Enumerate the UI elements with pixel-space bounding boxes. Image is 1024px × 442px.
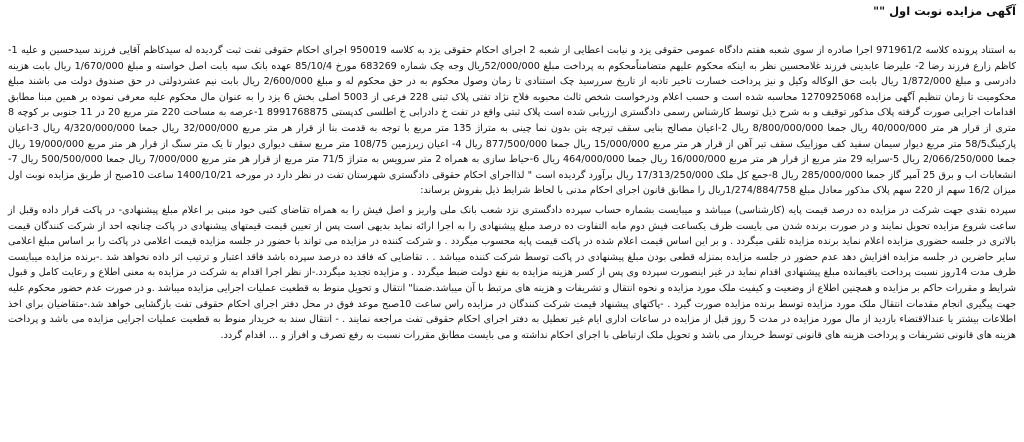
notice-paragraph-case-details: به استناد پرونده کلاسه 971961/2 اجرا صادره از سوی شعبه هفتم دادگاه عمومی حقوقی یزد و نیابت اعطایی از شعبه 2 اجرای احکام حقوقی یزد به کلاسه 950019 اجرای احکام حقوقی تفت ثبت گردیده له سیدکاظم آقایی فرزند سیدحسین و علیه 1- کاظم زارع فرزند رضا 2- علیرضا عابدینی فرزند غلامحسین نظر به اینکه محکوم علیهم متضامناًمحکوم به پرداخت مبلغ 52/000/000ریال وجه چک شماره 683269 مورخ 85/10/4 عهده بانک سپه بابت اصل خواسته و مبلغ 1/670/000 ریال بابت هزینه دادرسی و مبلغ 1/872/000 ریال بابت حق الوکاله وکیل و نیز پرداخت خسارت تاخیر تادیه از تاریخ سررسید چک استنادی تا زمان وصول محکوم به در حق محکوم له و مبلغ 2/600/000 ریال بابت نیم عشردولتی در حق صندوق دولت می باشند مبلغ محکومیت تا زمان تنظیم آگهی مزایده 1270925068 محاسبه شده است و حسب اعلام ودرخواست شخص ثالث محبوبه فلاح نژاد تفتی پلاک ثبتی 228 فرعی از 5003 اصلی بخش 6 یزد را به عنوان مال محکوم علیه معرفی نموده بر همین مبنا مطابق اقدامات اجرایی صورت گرفته پلاک مذکور توقیف و به شرح ذیل توسط کارشناس رسمی دادگستری ارزیابی شده است پلاک ثبتی واقع در تفت خ دادرابی خ اطلسی کدپستی 8991768875 1-عرصه به مساحت 220 متر مربع 20 در 11 جنوبی بر کوچه 8 متری از قرار هر متر 40/000/000 ریال جمعا 8/800/000/000 ریال 2-اعیان مصالح بنایی سقف تیرچه بتن بدون نما چینی به متراژ 135 متر مربع با توجه به قدمت بنا از قرار هر متر مربع 32/000/000 ریال جمعا 4/320/000/000 ریال 3-اعیان پارکینگ58/5 متر مربع دیوار سیمان سفید کف موزاییک سقف تیر آهن از قرار هر متر مربع 15/000/000 ریال جمعا 877/500/000 ریال 4- اعیان زیرزمین 108/75 متر مربع سقف دیواری دیوار تا یک متر سنگ از قرار هر متر مربع 19/000/000 ریال جمعا 2/066/250/000 ریال 5-سرایه 29 متر مربع از قرار هر متر مربع 16/000/000 ریال جمعا 464/000/000 ریال 6-حیاط سازی به همراه 2 متر سرویس به متراژ 71/5 متر مربع از قرار هر متر مربع 7/000/000 ریال جمعا 500/500/000 ریال 7-انشعابات اب و برق 25 آمپر گاز جمعا 285/000/000 ریال 8-جمع کل ملک 17/313/250/000 ریال برآورد گردیده است " لذااجرای احکام حقوقی دادگستری شهرستان تفت در نظر دارد در مورخه 1400/10/21 ساعت 10صبح از طریق مزایده نوبت اول میزان 16/2 سهم از 220 سهم پلاک مذکور معادل مبلغ 1/274/884/758ریال را مطابق قانون اجرای احکام مدنی با لحاظ شرایط ذیل بفروش برساند: (8, 45, 1017, 197)
notice-paragraph-auction-conditions: سپرده نقدی جهت شرکت در مزایده ده درصد قیمت پایه (کارشناسی) میباشد و میبایست بشماره حساب سپرده دادگستری نزد شعب بانک ملی واریز و اصل فیش را به همراه تقاضای کتبی خود مبنی بر اعلام مبلغ پیشنهادی- در پاکت قرار داده وقبل از ساعت شروع مزایده تحویل نمایند و در صورت برنده شدن می بایست ظرف یکساعت فیش دوم مابه التفاوت ده درصد مبلغ پیشنهادی را به اجرا ارائه نماید بدیهی است پس از تعیین قیمت قیمتهای پیشنهادی در پاکت چنانچه احد از شرکت کنندگان قیمت بالاتری در جلسه حضوری مزایده اعلام نماید برنده مزایده تلقی میگردد . و بر این اساس قیمت اعلام شده در پاکت قیمت پایه محسوب میگردد . و شرکت کننده در مزایده می تواند با حضور در جلسه مزایده قیمت اعلامی در پاکت را بر اساس مبلغ اعلامی سایر حاضرین در جلسه مزایده افزایش دهد عدم حضور در جلسه مزایده بمنزله قطعی بودن مبلغ پیشنهادی در پاکت توسط شرکت کننده میباشد . . تقاضایی که فاقد ده درصد سپرده باشد فاقد اعتبار و ترتیب اثر داده نخواهد شد .-برنده مزایده میبایست ظرف مدت 14روز نسبت پرداخت باقیمانده مبلغ پیشنهادی اقدام نماید در غیر اینصورت سپرده وی پس از کسر هزینه مزایده به نفع دولت ضبط میگردد . و مزایده تجدید میگردد.-از نظر اجرا اقدام به شرکت در مزایده به معنی اطلاع و رعایت کامل و قبول شرایط و مقررات حاکم بر مزایده و همچنین اطلاع از وضعیت و کیفیت ملک مورد مزایده و نحوه انتقال و تشریفات و هزینه های مرتبط با آن میباشد.ضمنا" انتقال و تحویل منوط به قطعیت عملیات اجرایی مزایده میباشد .و در صورت عدم حضور محکوم علیه جهت پیگیری انجام مقدمات انتقال ملک مورد مزایده توسط برنده مزایده صورت گیرد . -پاکتهای پیشنهاد قیمت شرکت کنندگان در مزایده راس ساعت 10صبح موعد فوق در محل دفتر اجرای احکام حقوقی تفت بازگشایی خواهد شد.-متقاضیان برای اخذ اطلاعات بیشتر یا عندالاقتضاء بازدید از مال مورد مزایده در مدت 5 روز قبل از مزایده در ساعات اداری ایام غیر تعطیل به دفتر اجرای احکام حقوقی تفت مراجعه نمایند . - انتقال سند به خریدار منوط به قطعیت عملیات اجرایی مزایده می باشد و پرداخت هزینه های قانونی تشریفات و پرداخت هزینه های قانونی توسط خریدار می باشد و تحویل ملک ارتباطی با اجرای احکام نداشته و می بایست مطابق مقررات نسبت به رفع تصرف و افراز و ... اقدام گردد. (8, 204, 1016, 341)
notice-title: آگهی مزایده نوبت اول "" (873, 4, 1016, 18)
